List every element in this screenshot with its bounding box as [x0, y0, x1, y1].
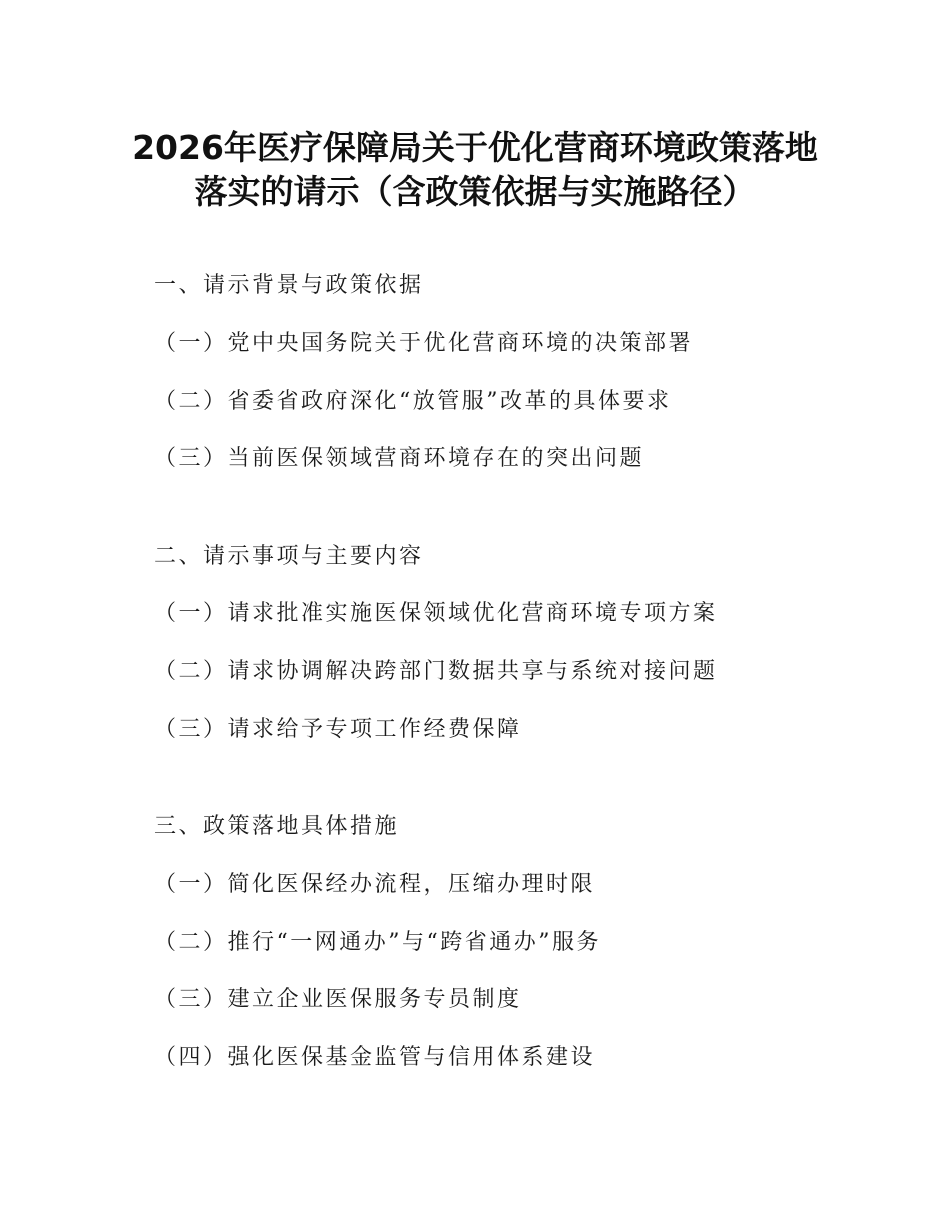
section-item: （一）请求批准实施医保领域优化营商环境专项方案: [154, 601, 718, 626]
section-item: （一）党中央国务院关于优化营商环境的决策部署: [154, 331, 694, 356]
section-item: （四）强化医保基金监管与信用体系建设: [154, 1045, 596, 1070]
section-item: （一）简化医保经办流程，压缩办理时限: [154, 872, 596, 897]
section-item: （三）建立企业医保服务专员制度: [154, 987, 522, 1012]
section-heading: 一、请示背景与政策依据: [154, 273, 424, 298]
section-item: （二）省委省政府深化“放管服”改革的具体要求: [154, 389, 672, 414]
section-heading: 三、政策落地具体措施: [154, 814, 400, 839]
document-title-line-1: 2026年医疗保障局关于优化营商环境政策落地: [132, 128, 818, 167]
section-item: （二）请求协调解决跨部门数据共享与系统对接问题: [154, 659, 718, 684]
section-heading: 二、请示事项与主要内容: [154, 544, 424, 569]
section-item: （三）当前医保领域营商环境存在的突出问题: [154, 446, 645, 471]
document-title-line-2: 落实的请示（含政策依据与实施路径）: [194, 172, 756, 211]
section-item: （三）请求给予专项工作经费保障: [154, 717, 522, 742]
section-item: （二）推行“一网通办”与“跨省通办”服务: [154, 930, 601, 955]
